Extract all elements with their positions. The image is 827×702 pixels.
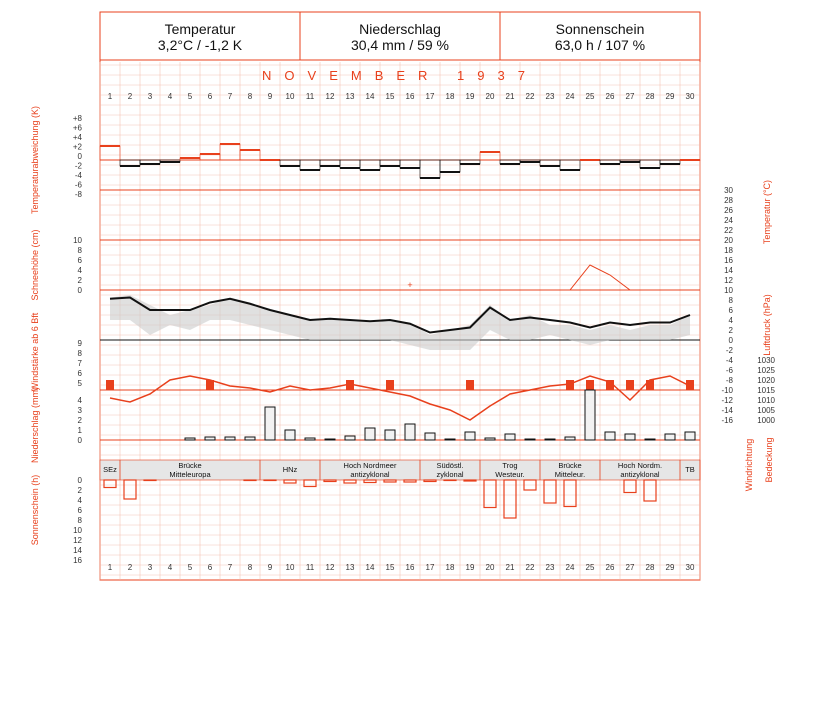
- header-temperature: [100, 12, 300, 60]
- day-label-top: 9: [267, 92, 273, 101]
- axis-title-sun: Sonnenschein (h): [30, 474, 40, 546]
- precip-tick: 4: [77, 396, 82, 405]
- anomaly-bar: [220, 144, 240, 160]
- anomaly-bar: [440, 160, 460, 172]
- day-label-bottom: 24: [565, 563, 575, 572]
- day-label-top: 19: [465, 92, 475, 101]
- day-label-bottom: 18: [445, 563, 455, 572]
- sunshine-bar: [444, 480, 456, 481]
- pressure-tick: 1030: [757, 356, 775, 365]
- temperature-tick: 12: [724, 276, 733, 285]
- day-label-top: 30: [685, 92, 695, 101]
- temperature-tick: -10: [721, 386, 733, 395]
- precip-bar: [405, 424, 415, 440]
- precip-bar: [185, 438, 195, 440]
- precip-tick: 2: [77, 416, 82, 425]
- sunshine-bar: [644, 480, 656, 501]
- day-label-bottom: 23: [545, 563, 555, 572]
- precip-bar: [525, 439, 535, 440]
- temperature-tick: 8: [728, 296, 733, 305]
- axis-title-precip: Niederschlag (mm): [30, 386, 40, 464]
- temperature-tick: -6: [725, 366, 733, 375]
- header-precipitation: [300, 12, 500, 60]
- weather-type-label: Mitteleuropa: [169, 470, 211, 479]
- chart-title: NOVEMBER 1937: [262, 68, 538, 83]
- day-label-bottom: 11: [305, 563, 315, 572]
- weather-type-label: Hoch Nordm.: [617, 461, 663, 470]
- day-label-top: 12: [325, 92, 335, 101]
- precip-bar: [245, 437, 255, 440]
- anomaly-bar: [480, 152, 500, 160]
- precip-bar: [605, 432, 615, 440]
- temperature-tick: -2: [725, 346, 733, 355]
- header-precipitation-value: 30,4 mm / 59 %: [350, 37, 450, 53]
- temperature-tick: 24: [724, 216, 733, 225]
- anomaly-bar: [340, 160, 360, 168]
- pressure-tick: 1020: [757, 376, 775, 385]
- day-label-bottom: 2: [127, 563, 133, 572]
- day-label-top: 1: [107, 92, 113, 101]
- day-label-top: 8: [247, 92, 253, 101]
- anomaly-tick: +2: [72, 142, 82, 152]
- header-precipitation-title: Niederschlag: [359, 21, 441, 37]
- sun-tick: 4: [77, 496, 82, 505]
- temperature-tick: 20: [724, 236, 733, 245]
- day-label-top: 6: [207, 92, 213, 101]
- anomaly-tick: +4: [72, 133, 82, 142]
- temperature-tick: 26: [724, 206, 733, 215]
- snow-marker: +: [407, 280, 413, 290]
- weather-type-label: SEz: [103, 465, 117, 474]
- sunshine-bar: [284, 480, 296, 483]
- day-label-bottom: 29: [665, 563, 675, 572]
- precip-bar: [465, 432, 475, 440]
- temperature-tick: 30: [724, 186, 733, 195]
- day-label-top: 7: [227, 92, 233, 101]
- sunshine-bar: [244, 480, 256, 481]
- day-label-top: 14: [365, 92, 375, 101]
- precip-bar: [445, 439, 455, 440]
- sunshine-bar: [364, 480, 376, 483]
- day-label-top: 23: [545, 92, 555, 101]
- day-label-bottom: 12: [325, 563, 335, 572]
- precip-bar: [265, 407, 275, 440]
- snow-tick: 0: [77, 286, 82, 295]
- day-label-top: 27: [625, 92, 635, 101]
- precip-bar: [345, 436, 355, 440]
- day-label-bottom: 6: [207, 563, 213, 572]
- day-label-top: 24: [565, 92, 575, 101]
- right-axes: [721, 180, 775, 491]
- precip-bar: [645, 439, 655, 440]
- temperature-tick: -4: [725, 356, 733, 365]
- sunshine-bar: [424, 480, 436, 482]
- day-label-bottom: 27: [625, 563, 635, 572]
- day-label-bottom: 26: [605, 563, 615, 572]
- day-label-bottom: 16: [405, 563, 415, 572]
- day-label-bottom: 20: [485, 563, 495, 572]
- anomaly-tick: +6: [72, 123, 82, 133]
- temperature-tick: -12: [721, 396, 733, 405]
- sun-tick: 12: [73, 536, 82, 545]
- storm-marker: [106, 380, 114, 390]
- anomaly-tick: 0: [77, 152, 82, 161]
- temperature-tick: 14: [724, 266, 733, 275]
- day-label-top: 28: [645, 92, 655, 101]
- day-label-bottom: 1: [107, 563, 113, 572]
- day-label-top: 17: [425, 92, 435, 101]
- weather-type-label: Westeur.: [495, 470, 525, 479]
- day-label-top: 13: [345, 92, 355, 101]
- temperature-tick: -8: [725, 376, 733, 385]
- day-label-bottom: 7: [227, 563, 233, 572]
- wind-tick: 7: [77, 359, 82, 368]
- weather-type-label: Südöstl.: [436, 461, 464, 470]
- sunshine-bar: [484, 480, 496, 508]
- pressure-tick: 1015: [757, 386, 775, 395]
- axis-title-cloud: Bedeckung: [764, 437, 774, 483]
- day-label-top: 21: [505, 92, 515, 101]
- day-label-bottom: 4: [167, 563, 173, 572]
- sunshine-bar: [104, 480, 116, 488]
- weather-type-label: Trog: [502, 461, 518, 470]
- wind-tick: 9: [77, 339, 82, 348]
- day-label-bottom: 21: [505, 563, 515, 572]
- precip-bar: [305, 438, 315, 440]
- axis-title-temp_anomaly: Temperaturabweichung (K): [30, 105, 40, 215]
- storm-marker: [586, 380, 594, 390]
- temperature-tick: 10: [724, 286, 733, 295]
- sunshine-bar: [564, 480, 576, 507]
- weather-type-label: Brücke: [178, 461, 202, 470]
- precip-bar: [565, 437, 575, 440]
- sunshine-bar: [624, 480, 636, 493]
- wind-tick: 8: [77, 349, 82, 358]
- axis-title-wind_dir: Windrichtung: [744, 438, 754, 492]
- header-temperature-title: Temperatur: [164, 21, 236, 37]
- pressure-tick: 1025: [757, 366, 775, 375]
- day-label-bottom: 15: [385, 563, 395, 572]
- axis-title-temperature: Temperatur (°C): [762, 179, 772, 245]
- day-label-top: 29: [665, 92, 675, 101]
- pressure-tick: 1010: [757, 396, 775, 405]
- precip-bar: [485, 438, 495, 440]
- day-label-bottom: 19: [465, 563, 475, 572]
- precip-bar: [385, 430, 395, 440]
- day-label-top: 5: [187, 92, 193, 101]
- weather-type-label: Hoch Nordmeer: [343, 461, 397, 470]
- day-label-top: 22: [525, 92, 535, 101]
- anomaly-bar: [400, 160, 420, 168]
- weather-type-label: zyklonal: [436, 470, 464, 479]
- precip-bar: [585, 390, 595, 440]
- temperature-tick: 4: [728, 316, 733, 325]
- precip-bar: [325, 439, 335, 440]
- snow-tick: 8: [77, 246, 82, 255]
- axis-title-wind: Windstärke ab 6 Bft: [30, 312, 40, 392]
- precip-bar: [225, 437, 235, 440]
- storm-marker: [386, 380, 394, 390]
- day-label-top: 25: [585, 92, 595, 101]
- day-label-top: 11: [305, 92, 315, 101]
- precip-tick: 1: [77, 426, 82, 435]
- header-sunshine: [500, 12, 700, 60]
- wind-tick: 6: [77, 369, 82, 378]
- sun-tick: 16: [73, 556, 82, 565]
- weather-type-label: antizyklonal: [620, 470, 660, 479]
- anomaly-bar: [420, 160, 440, 178]
- temperature-tick: -16: [721, 416, 733, 425]
- day-label-bottom: 10: [285, 563, 295, 572]
- snow-tick: 2: [77, 276, 82, 285]
- storm-marker: [646, 380, 654, 390]
- snow-tick: 6: [77, 256, 82, 265]
- precip-tick: 0: [77, 436, 82, 445]
- temperature-tick: 6: [728, 306, 733, 315]
- weather-type-label: Mitteleur.: [554, 470, 586, 479]
- sunshine-bar: [264, 480, 276, 481]
- header-sunshine-title: Sonnenschein: [555, 21, 645, 37]
- axis-title-snow: Schneehöhe (cm): [30, 229, 40, 301]
- sunshine-bar: [304, 480, 316, 487]
- day-label-top: 16: [405, 92, 415, 101]
- anomaly-bar: [640, 160, 660, 168]
- anomaly-tick: -2: [74, 161, 82, 171]
- temperature-tick: 0: [728, 336, 733, 345]
- precip-bar: [625, 434, 635, 440]
- sun-tick: 14: [73, 546, 82, 555]
- storm-marker: [466, 380, 474, 390]
- sun-tick: 6: [77, 506, 82, 515]
- precip-bar: [665, 434, 675, 440]
- day-label-top: 10: [285, 92, 295, 101]
- day-label-top: 20: [485, 92, 495, 101]
- header-sunshine-value: 63,0 h / 107 %: [554, 37, 646, 53]
- precip-bar: [365, 428, 375, 440]
- weather-type-label: TB: [685, 465, 695, 474]
- temperature-tick: 28: [724, 196, 733, 205]
- temperature-tick: -14: [721, 406, 733, 415]
- sunshine-bar: [544, 480, 556, 503]
- precip-bar: [425, 433, 435, 440]
- wind-tick: 5: [77, 379, 82, 388]
- sunshine-bar: [144, 480, 156, 481]
- precip-bar: [505, 434, 515, 440]
- weather-type-label: HNz: [282, 465, 298, 474]
- precip-tick: 3: [77, 406, 82, 415]
- day-label-bottom: 14: [365, 563, 375, 572]
- day-label-bottom: 3: [147, 563, 153, 572]
- day-label-top: 18: [445, 92, 455, 101]
- pressure-tick: 1005: [757, 406, 775, 415]
- day-label-top: 4: [167, 92, 173, 101]
- header-temperature-value: 3,2°C / -1,2 K: [157, 37, 243, 53]
- anomaly-bar: [100, 146, 120, 160]
- weather-type-label: antizyklonal: [350, 470, 390, 479]
- snow-tick: 10: [73, 236, 82, 245]
- day-label-top: 26: [605, 92, 615, 101]
- temperature-tick: 2: [728, 326, 733, 335]
- sun-tick: 8: [77, 516, 82, 525]
- day-label-bottom: 28: [645, 563, 655, 572]
- day-label-bottom: 22: [525, 563, 535, 572]
- weather-type-label: Brücke: [558, 461, 582, 470]
- temperature-tick: 22: [724, 226, 733, 235]
- sunshine-bar: [404, 480, 416, 482]
- pressure-tick: 1000: [757, 416, 775, 425]
- day-label-bottom: 17: [425, 563, 435, 572]
- sun-tick: 10: [73, 526, 82, 535]
- day-label-bottom: 30: [685, 563, 695, 572]
- sunshine-bar: [504, 480, 516, 518]
- day-label-top: 3: [147, 92, 153, 101]
- day-label-top: 2: [127, 92, 133, 101]
- temperature-tick: 16: [724, 256, 733, 265]
- day-label-top: 15: [385, 92, 395, 101]
- temperature-tick: 18: [724, 246, 733, 255]
- precip-bar: [205, 437, 215, 440]
- sunshine-bar: [384, 480, 396, 482]
- day-label-bottom: 25: [585, 563, 595, 572]
- sunshine-bar: [324, 480, 336, 482]
- precip-bar: [285, 430, 295, 440]
- day-label-bottom: 8: [247, 563, 253, 572]
- axis-title-pressure: Luftdruck (hPa): [762, 294, 772, 356]
- storm-marker: [626, 380, 634, 390]
- sun-tick: 0: [77, 476, 82, 485]
- day-label-bottom: 13: [345, 563, 355, 572]
- sunshine-bar: [124, 480, 136, 499]
- precip-bar: [685, 432, 695, 440]
- sunshine-bar: [464, 480, 476, 481]
- anomaly-tick: -8: [74, 190, 82, 199]
- precip-bar: [545, 439, 555, 440]
- sun-tick: 2: [77, 486, 82, 495]
- anomaly-tick: -4: [74, 171, 82, 180]
- anomaly-tick: +8: [72, 114, 82, 123]
- day-label-bottom: 5: [187, 563, 193, 572]
- snow-tick: 4: [77, 266, 82, 275]
- anomaly-tick: -6: [74, 180, 82, 190]
- sunshine-bar: [344, 480, 356, 483]
- day-label-bottom: 9: [267, 563, 273, 572]
